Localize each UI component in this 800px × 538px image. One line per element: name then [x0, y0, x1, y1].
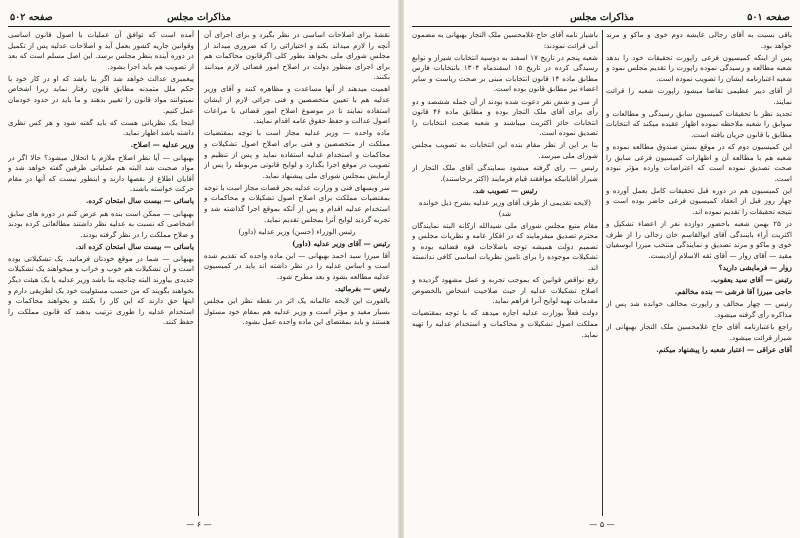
- speaker-line: یاسائی — بیست سال امتحان کرده اند.: [75, 241, 194, 251]
- header-rule: [412, 26, 792, 27]
- paragraph: مقام منیع مجلس شورای ملی شیدالله ارکانه البته نمایندگان محترم تصدیق میفرمایند که در افکار عامه و نظریات مجلس و تصمیم دولت همیشه توجه باصلاحات قوه قضائیه بوده و تشکیلات موجوده را برای تامین نظریات اساسی کافی ندانسته اند.: [412, 220, 598, 272]
- paragraph: این کمیسیون هم در دوره قبل تحقیقات کامل بعمل آورده و چهار روز قبل از انعقاد کمیسیون فرعی حاضر بوده است و نتیجه تحقیقات را تقدیم نموده اند.: [606, 185, 792, 216]
- column-right: [606, 30, 792, 516]
- paragraph: از آقای دبیر عظیمی تقاضا میشود راپورت شعبه را قرائت نمایند.: [606, 85, 792, 106]
- paragraph: پیغمبری عدالت خواهد شد اگر بنا باشد که او در کار خود با حکم ملل متمدنه مطابق قانون رفتار نماید زیرا اشخاص نمیتوانند مواد قانون را تغییر بدهند و ما باید در حدود خودمان عمل کنیم.: [8, 73, 194, 115]
- paragraph: این کمیسیون دوم که در موقع بستن صندوق مطالعه نموده و شعبه هم با مطالعه آن و اظهارات کمیسیون فرعی سابق را صحت تصدیق نموده است که اعتراضات وارده مؤثر نبوده است.: [606, 141, 792, 183]
- page-header: [412, 10, 792, 26]
- paragraph: تجدید نظر با تحقیقات کمیسیون سابق رسیدگی و مطالعات و سوابق را شعبه ملاحظه نموده اظهار عقیده میکند که انتخابات مطابق با قانون جریان یافته است.: [606, 108, 792, 139]
- speaker-line: حاجی میرزا آقا فرشی — بنده مخالفم.: [674, 287, 792, 297]
- paragraph: رفع نواقص قوانین که بموجب تجربه و عمل مشهود گردیده و اصلاح تشکیلات عدلیه از حیث صلاحیت اشخاص بالخصوص مقدمات تهیه لوایح آنرا فراهم نماید.: [412, 275, 598, 306]
- speaker-line: رئیس — آقای وزیر عدلیه (داور): [292, 238, 390, 248]
- paragraph: بالفورت این لایحه عالمانه یک اثر در نقطه نظر این مجلس بسیار مفید و مؤثر است و وزیر عدلیه هم بمقام خود مسئول هستند و باید بمقتضای این ماده واحده عمل بشود.: [204, 296, 390, 327]
- speaker-line: وزیر عدلیه — اصلاح.: [130, 140, 194, 150]
- text-columns: [8, 30, 390, 516]
- paragraph: پس از اینکه کمیسیون فرعی راپورت تحقیقات خود را بدهد شعبه مطالعه و رسیدگی نموده راپورت را تقدیم مجلس نمود و شعبه اعتبارنامه ایشان را تصویب نموده است.: [606, 52, 792, 83]
- paragraph: رئیس — رای گرفته میشود بنمایندگی آقای ملک التجار از شیراز آقایانیکه موافقند قیام فرمایند (اکثر برخاستند).: [412, 163, 598, 183]
- page-header: [8, 10, 390, 26]
- page-number: صفحه ۵۰۲: [10, 12, 53, 23]
- page-footer: — ۶ —: [186, 520, 212, 529]
- paragraph: نقشهٔ برای اصلاحات اساسی در نظر بگیرد و برای اجرای آن آنچه را لازم میداند بکند و اختیاراتی را که ضروری میداند از مجلس شورای ملی بخواهد بطور کلی اگرقانون محاکمات هم برای اجرای منظور دولت در اصلاح امور قضائی لازم میدانند بکنند.: [204, 30, 390, 82]
- paragraph: آقا میرزا سید احمد بهبهانی — این ماده واحده که تقدیم شده است و اساس عدلیه را در نظر داشته اند باید در کمیسیون عدلیه مطالعه بشود و بعد مطرح شود.: [204, 250, 390, 282]
- paragraph: دولت فعلاً بوزارت عدلیه اجازه میدهد که با توجه بمقتضیات مملکت اصول تشکیلات و محاکمات و استخدام عدلیه را تهیه نماید.: [412, 308, 598, 339]
- page-footer: — ۵ —: [589, 520, 615, 529]
- paragraph: سر ویسهای فنی و وزارت عدلیه بجز قضات مجاز است با توجه بمقتضیات مملکت برای اصلاح اصول تشکیلات و محاکمات و استخدام عدلیه اقدام و پس از آنکه بموقع اجرا گذاشته شد و تجربه گردید لوایح آنرا بمجلس تقدیم نماید.: [204, 182, 390, 224]
- paragraph: باقی نسبت به آقای رجالی عایشه دوم خوی و ماکو و مرند خواهد بود.: [606, 30, 792, 50]
- header-rule: [8, 26, 390, 27]
- paragraph: رئیس — چهار مخالف و راپورت مخالف خوانده شد پس از مذاکره رأی گرفته میشود.: [606, 299, 792, 319]
- speaker-line: رئیس — بفرمائید.: [334, 284, 390, 294]
- paragraph: آمده است که توافق آن عملیات با اصول قانون اساسی وقوانین جاریه کشور بعمل آید و اصلاحات عدلیه پس از تکمیل در دوره آینده بنظر مجلس برسد. این اصل مسلم است که بعد از تصویب هم باید اجرا بشود.: [8, 30, 194, 71]
- text-columns: [412, 30, 792, 516]
- column-right: [204, 30, 390, 516]
- signature-line: رئیس الوزراء (حسن) وزیر عدلیه (داور): [238, 226, 356, 236]
- paragraph: در ۲۵ بهمن شعبه باحضور دوازده نفر از اعضاء تشکیل و اکثریت آراء باینندگی آقای ابوالقاسم خان رجالی را از طرف خوی و ماکو و مرند تصدیق و نمایندگی منتخب میرزا ابوسفیان مقید — آقای زوار — آقای ثقه الاسلام آزادیست.: [606, 219, 792, 260]
- speaker-line: رئیس — تصویب شد.: [472, 185, 538, 195]
- paragraph: بهبهانی — شما در موقع خودتان فرمائید. یک تشکیلاتی بوده است و آن تشکیلات هم خوب و خراب و میخواهند یک تشکیلات جدیدی بیاورند البته چنانچه بنا باشد وزیر عدلیه یا یک هیئت دیگر بخواهند بگویند که من حسب مسئولیت خود یک لطریقی دارم و اینها حق دارند که این کار را بکنند و بخواهند محاکمات و استخدام عدلیه را طوری ترتیب بدهند که قانون مملکت را حفظ کنند.: [8, 253, 194, 327]
- page-501: [408, 4, 796, 534]
- paragraph: (لایحه تقدیمی از طرف آقای وزیر عدلیه بشرح ذیل خوانده شد): [419, 197, 591, 218]
- page-title: مذاکرات مجلس: [167, 12, 231, 23]
- paragraph: بنا بر این از نظر مقام بنده این انتخابات به تصویب مجلس شورای ملی میرسد.: [412, 140, 598, 161]
- paragraph: اینجا یک نظریاتی هست که باید گفته شود و هر کس نظری داشته باشد اظهار نماید.: [8, 117, 194, 138]
- speaker-line: یاسائی — بیست سال امتحان کرده.: [85, 196, 194, 206]
- column-divider: [602, 30, 603, 516]
- paragraph: ماده واحده — وزیر عدلیه مجاز است با توجه بمقتضیات مملکت از متخصصین و فنی برای اصلاح اصول تشکیلات و محاکمات و استخدام عدلیه استفاده نماید و پس از تنظیم و تصویب در موقع اجرا بگذارد و لوایح قانونی مربوطه را پس از آزمایش بمجلس شورای ملی پیشنهاد نماید.: [204, 128, 390, 180]
- column-divider: [198, 30, 199, 516]
- column-left: [412, 30, 598, 516]
- speaker-line: رئیس — آقای سید یعقوب.: [710, 275, 792, 285]
- speaker-line: آقای عراقی — اعتبار شعبه را پیشنهاد میکنم.: [656, 344, 792, 354]
- paragraph: بهبهانی — ممکن است بنده هم عرض کنم در دوره های سابق اشخاصی که نسبت به عدلیه نظر داشتند مطالعاتی کرده بودند و صلاح مملکت را در نظر گرفته بودند.: [8, 208, 194, 239]
- paragraph: از سی و شش نفر دعوت شده بودند از آن جمله ششصد و دو رأی برای آقای ملک التجار بوده و مطابق ماده ۴۶ قانون انتخابات حائز اکثریت میباشند و شعبه صحت انتخابات را تصدیق نموده است.: [412, 96, 598, 138]
- paragraph: باشیار نامه آقای حاج غلامحسین ملک التجار بهبهانی به مضمون آنی قرائت نمودند:: [412, 30, 598, 50]
- page-title: مذاکرات مجلس: [570, 12, 634, 23]
- paragraph: اهمیت میدهند از آنها مساعدت و مظاهره کنند و آقای وزیر عدلیه هم با تعیین متخصصین و فنی جرائی لازم از ایشان استفاده نمایند تا در موضوع اصلاح امور قضائی با مراعات اصول عدالت و حفظ حقوق عامه اقدام نمایند.: [204, 84, 390, 126]
- paragraph: شعبه پنجم در تاریخ ۱۷ اسفند به دوسیه انتخابات شیراز و توابع رسیدگی کرده در تاریخ ۱۵ اسفندماه ۱۳۰۴ بانتخابات فارس مطابق ماده ۱۴ قانون انتخابات مبنی بر صحت ریاست و سایر اعضاء نیز مطابق قانون بوده است.: [412, 52, 598, 94]
- page-502: [4, 4, 394, 534]
- column-left: [8, 30, 194, 516]
- paragraph: بهبهانی — آیا نظر اصلاح ملازم با انحلال میشود؟ حالا اگر در مواد صحبت شد البته هم عملیاتی طرفین گفته خواهد شد و آقایان اطلاع از نقصها دارند و اینطور نیست که آنها در مقام حرکت خواسته باشند.: [8, 152, 194, 194]
- page-number: صفحه ۵۰۱: [747, 12, 790, 23]
- paragraph: راجع باعتبارنامه آقای حاج غلامحسین ملک التجار بهبهانی از شیراز قرائت میشود.: [606, 321, 792, 342]
- speaker-line: زوار — فرمایشی دارید؟: [718, 262, 792, 272]
- book-gutter: [398, 0, 404, 538]
